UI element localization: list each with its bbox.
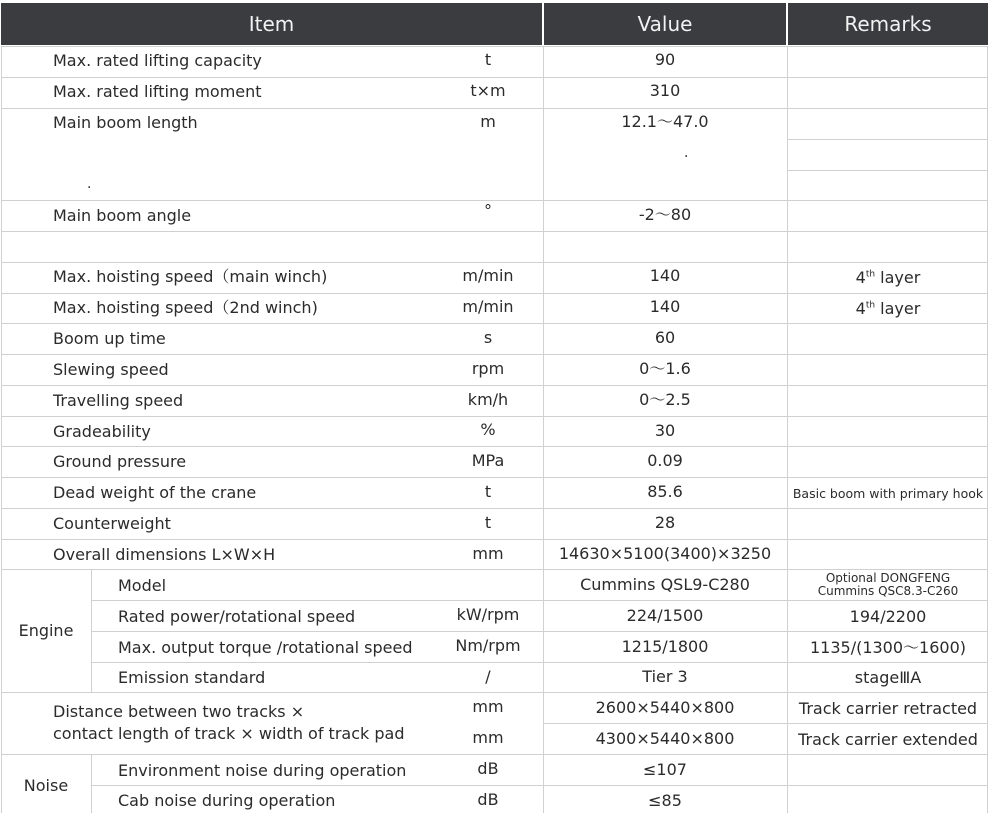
engine-group-label: Engine bbox=[18, 621, 74, 640]
value-engine-model: Cummins QSL9-C280 bbox=[580, 575, 750, 594]
table-right-border bbox=[987, 46, 988, 813]
row-divider bbox=[1, 692, 988, 693]
label-noise-cab: Cab noise during operation bbox=[118, 791, 336, 810]
row-divider bbox=[1, 323, 988, 324]
value-main-boom-angle: -2～80 bbox=[638, 205, 692, 224]
unit-engine-power: kW/rpm bbox=[456, 605, 520, 624]
label-boom-up-time: Boom up time bbox=[53, 329, 166, 348]
unit-counterweight: t bbox=[484, 513, 492, 532]
label-hoist-second: Max. hoisting speed（2nd winch) bbox=[53, 298, 318, 317]
row-divider bbox=[91, 600, 988, 601]
remark-tracks-extended: Track carrier extended bbox=[798, 730, 978, 749]
value-engine-emission: Tier 3 bbox=[642, 667, 688, 686]
remark-engine-model-line1: Optional DONGFENG bbox=[825, 571, 951, 585]
unit-noise-environment: dB bbox=[477, 759, 499, 778]
column-divider bbox=[91, 569, 92, 692]
row-divider bbox=[1, 508, 988, 509]
unit-max-lifting-moment: t×m bbox=[470, 81, 506, 100]
label-hoist-main: Max. hoisting speed（main winch) bbox=[53, 267, 328, 286]
value-dead-weight: 85.6 bbox=[647, 482, 683, 501]
value-tracks-extended: 4300×5440×800 bbox=[595, 729, 735, 748]
row-divider bbox=[544, 723, 988, 724]
noise-group-label: Noise bbox=[23, 776, 69, 795]
value-engine-power: 224/1500 bbox=[626, 606, 704, 625]
value-noise-environment: ≤107 bbox=[643, 760, 687, 779]
header-item: Item bbox=[1, 3, 542, 45]
unit-overall-dimensions: mm bbox=[472, 544, 504, 563]
label-max-lifting-moment: Max. rated lifting moment bbox=[53, 82, 262, 101]
unit-main-boom-length: m bbox=[480, 112, 496, 131]
value-overall-dimensions: 14630×5100(3400)×3250 bbox=[558, 544, 772, 563]
remark-dead-weight: Basic boom with primary hook bbox=[792, 486, 984, 501]
value-tracks-retracted: 2600×5440×800 bbox=[595, 698, 735, 717]
row-divider bbox=[91, 662, 988, 663]
row-divider bbox=[1, 385, 988, 386]
row-divider bbox=[1, 569, 988, 570]
stray-dot: . bbox=[87, 176, 92, 192]
row-divider bbox=[1, 262, 988, 263]
value-travelling-speed: 0～2.5 bbox=[639, 390, 691, 409]
unit-engine-torque: Nm/rpm bbox=[455, 636, 521, 655]
unit-gradeability: % bbox=[480, 420, 496, 439]
unit-boom-up-time: s bbox=[483, 328, 493, 347]
row-divider bbox=[1, 77, 988, 78]
label-slewing-speed: Slewing speed bbox=[53, 360, 169, 379]
row-divider bbox=[1, 539, 988, 540]
row-divider bbox=[1, 200, 988, 201]
stray-dot: . bbox=[684, 145, 689, 161]
label-main-boom-length: Main boom length bbox=[53, 113, 198, 132]
row-divider bbox=[1, 446, 988, 447]
unit-tracks-retracted: mm bbox=[472, 697, 504, 716]
remark-engine-model-line2: Cummins QSC8.3-C260 bbox=[817, 584, 959, 598]
row-divider bbox=[788, 139, 988, 140]
value-hoist-second: 140 bbox=[649, 297, 681, 316]
label-engine-emission: Emission standard bbox=[118, 668, 266, 687]
value-engine-torque: 1215/1800 bbox=[621, 637, 709, 656]
header-value: Value bbox=[544, 3, 786, 45]
unit-tracks-extended: mm bbox=[472, 728, 504, 747]
table-left-border bbox=[1, 46, 2, 813]
label-engine-model: Model bbox=[118, 576, 167, 595]
row-divider bbox=[1, 293, 988, 294]
unit-ground-pressure: MPa bbox=[471, 451, 505, 470]
value-ground-pressure: 0.09 bbox=[647, 451, 683, 470]
row-divider bbox=[1, 46, 988, 47]
unit-dead-weight: t bbox=[484, 482, 492, 501]
remark-engine-torque: 1135/(1300～1600) bbox=[809, 638, 967, 657]
row-divider bbox=[1, 416, 988, 417]
row-divider bbox=[1, 754, 988, 755]
remark-hoist-second: 4th layer bbox=[855, 299, 921, 318]
label-engine-torque: Max. output torque /rotational speed bbox=[118, 638, 413, 657]
label-tracks-line2: contact length of track × width of track pad bbox=[53, 724, 405, 743]
row-divider bbox=[1, 231, 988, 232]
label-overall-dimensions: Overall dimensions L×W×H bbox=[53, 545, 276, 564]
remark-engine-power: 194/2200 bbox=[849, 607, 927, 626]
value-noise-cab: ≤85 bbox=[648, 791, 682, 810]
column-divider bbox=[787, 46, 788, 813]
unit-engine-emission: / bbox=[485, 667, 491, 686]
value-max-lifting-moment: 310 bbox=[649, 81, 681, 100]
label-main-boom-angle: Main boom angle bbox=[53, 206, 192, 225]
label-ground-pressure: Ground pressure bbox=[53, 452, 187, 471]
unit-main-boom-angle: ° bbox=[484, 201, 492, 220]
unit-hoist-second: m/min bbox=[462, 297, 514, 316]
row-divider bbox=[1, 477, 988, 478]
remark-engine-emission: stageⅢA bbox=[854, 668, 922, 687]
value-max-lifting-capacity: 90 bbox=[654, 50, 676, 69]
remark-tracks-retracted: Track carrier retracted bbox=[798, 699, 978, 718]
row-divider bbox=[1, 108, 988, 109]
unit-hoist-main: m/min bbox=[462, 266, 514, 285]
unit-max-lifting-capacity: t bbox=[484, 50, 492, 69]
value-boom-up-time: 60 bbox=[654, 328, 676, 347]
label-dead-weight: Dead weight of the crane bbox=[53, 483, 257, 502]
label-engine-power: Rated power/rotational speed bbox=[118, 607, 356, 626]
label-tracks-line1: Distance between two tracks × bbox=[53, 702, 305, 721]
value-gradeability: 30 bbox=[654, 421, 676, 440]
remark-hoist-main: 4th layer bbox=[855, 268, 921, 287]
row-divider bbox=[1, 354, 988, 355]
value-main-boom-length: 12.1～47.0 bbox=[621, 112, 709, 131]
row-divider bbox=[788, 170, 988, 171]
unit-slewing-speed: rpm bbox=[471, 359, 505, 378]
value-slewing-speed: 0～1.6 bbox=[639, 359, 691, 378]
label-max-lifting-capacity: Max. rated lifting capacity bbox=[53, 51, 262, 70]
header-remarks: Remarks bbox=[788, 3, 988, 45]
unit-travelling-speed: km/h bbox=[467, 390, 509, 409]
value-counterweight: 28 bbox=[654, 513, 676, 532]
label-gradeability: Gradeability bbox=[53, 422, 151, 441]
row-divider bbox=[91, 785, 988, 786]
label-noise-environment: Environment noise during operation bbox=[118, 761, 407, 780]
row-divider bbox=[91, 631, 988, 632]
label-counterweight: Counterweight bbox=[53, 514, 171, 533]
value-hoist-main: 140 bbox=[649, 266, 681, 285]
unit-noise-cab: dB bbox=[477, 790, 499, 809]
column-divider bbox=[91, 754, 92, 813]
label-travelling-speed: Travelling speed bbox=[53, 391, 184, 410]
